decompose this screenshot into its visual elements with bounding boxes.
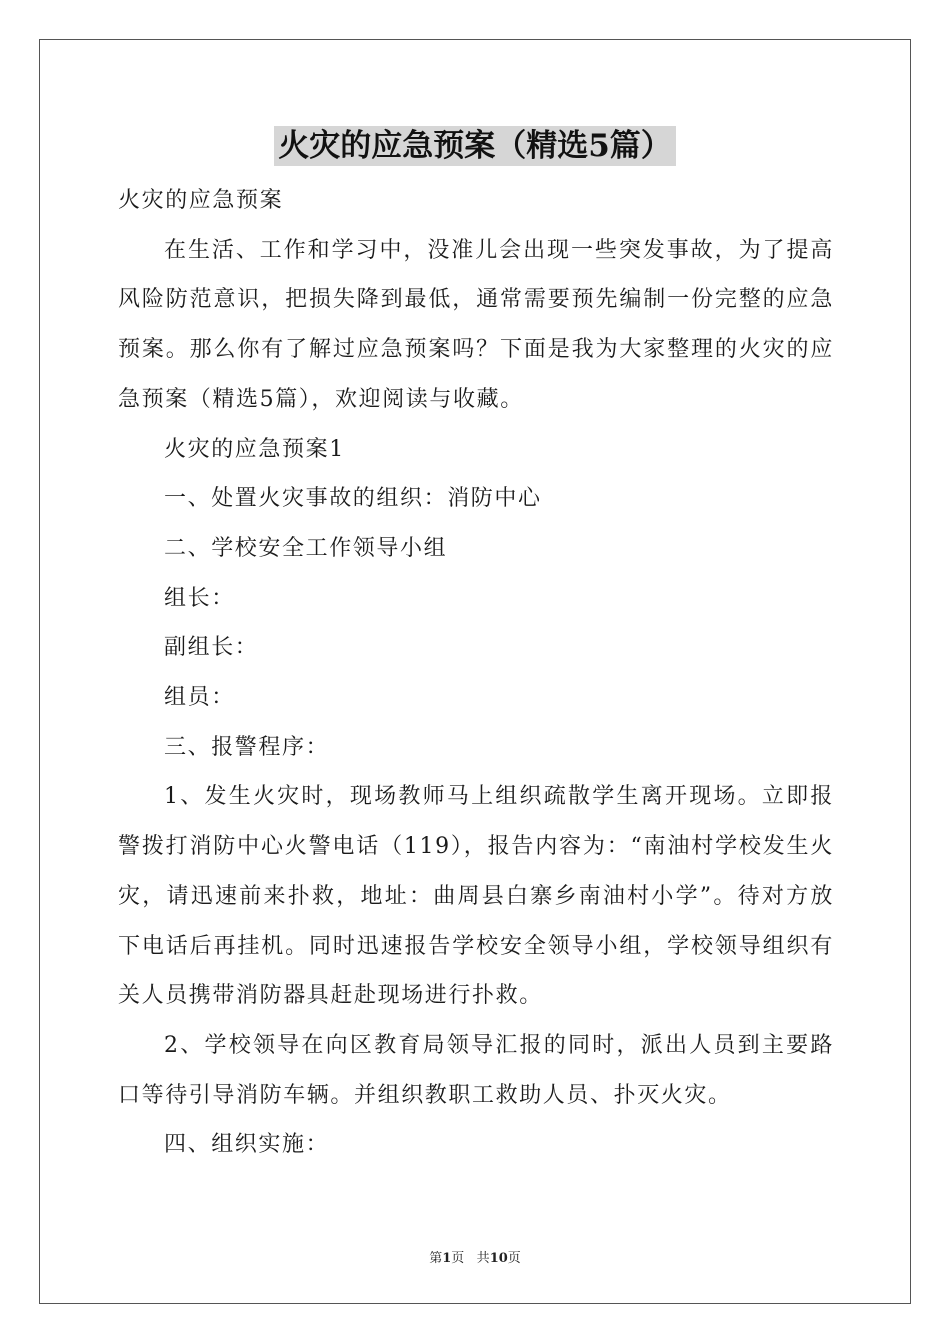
total-pages: 10	[489, 1251, 508, 1266]
list-item: 二、学校安全工作领导小组	[164, 535, 448, 561]
list-item: 三、报警程序：	[164, 734, 330, 760]
page-number: 1	[442, 1251, 452, 1266]
total-label-suffix: 页	[507, 1251, 521, 1266]
intro-paragraph: 在生活、工作和学习中，没准儿会出现一些突发事故，为了提高风险防范意识，把损失降到最低，通常需要预先编制一份完整的应急预案。那么你有了解过应急预案吗？下面是我为大家整理的火灾的应急预案（精选5篇），欢迎阅读与收藏。	[118, 237, 834, 412]
list-item: 组长：	[164, 585, 235, 611]
list-item: 副组长：	[164, 635, 259, 661]
section-heading: 火灾的应急预案	[118, 188, 284, 213]
subsection-heading: 火灾的应急预案1	[164, 436, 345, 462]
page-label-prefix: 第	[429, 1251, 443, 1266]
list-item: 组员：	[164, 685, 235, 711]
document-body	[118, 176, 834, 1170]
list-item: 一、处置火灾事故的组织：消防中心	[164, 486, 542, 512]
list-item: 四、组织实施：	[164, 1132, 330, 1158]
title-container	[0, 126, 950, 166]
page-label-suffix: 页	[451, 1251, 465, 1266]
document-title: 火灾的应急预案（精选5篇）	[274, 126, 676, 166]
total-label-prefix: 共	[476, 1251, 490, 1266]
page-footer	[0, 1247, 950, 1266]
body-paragraph: 2、学校领导在向区教育局领导汇报的同时，派出人员到主要路口等待引导消防车辆。并组织教职工救助人员、扑灭火灾。	[118, 1032, 834, 1108]
body-paragraph: 1、发生火灾时，现场教师马上组织疏散学生离开现场。立即报警拨打消防中心火警电话（119），报告内容为：“南油村学校发生火灾，请迅速前来扑救，地址：曲周县白寨乡南油村小学”。待对方放下电话后再挂机。同时迅速报告学校安全领导小组，学校领导组织有关人员携带消防器具赶赴现场进行扑救。	[118, 784, 834, 1009]
